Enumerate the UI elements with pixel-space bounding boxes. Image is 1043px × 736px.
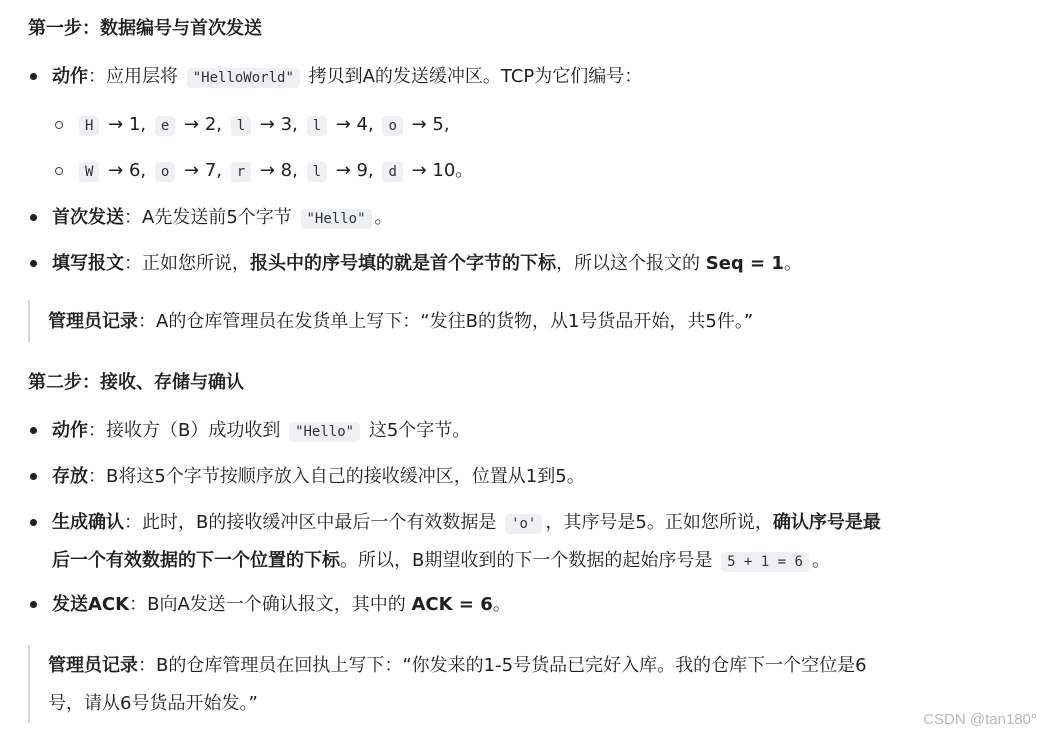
code-hello: "Hello" [301, 209, 372, 229]
seq-number: → 1, [102, 114, 152, 135]
byte-char: l [231, 116, 251, 136]
byte-char: e [155, 116, 175, 136]
step2-ack-gen-line1: 生成确认：此时，B的接收缓冲区中最后一个有效数据是 'o' ，其序号是5。正如您所说，确认序号是最 [52, 512, 881, 533]
code-helloworld: "HelloWorld" [187, 68, 300, 88]
seq-number: → 3, [254, 114, 304, 135]
seq-number: → 2, [178, 114, 228, 135]
step2-send-ack: 发送ACK：B向A发送一个确认报文，其中的 ACK = 6。 [52, 594, 511, 615]
byte-char: l [307, 116, 327, 136]
step1-heading: 第一步：数据编号与首次发送 [28, 18, 262, 39]
step1-quote: 管理员记录：A的仓库管理员在发货单上写下：“发往B的货物，从1号货品开始，共5件。” [48, 311, 754, 332]
bullet [30, 73, 37, 80]
bullet [30, 427, 37, 434]
byte-char: o [155, 162, 175, 182]
bullet [30, 519, 37, 526]
code-calc: 5 + 1 = 6 [721, 552, 809, 572]
seq-number: → 5, [405, 114, 450, 135]
seq-number: → 9, [330, 160, 380, 181]
bullet [30, 473, 37, 480]
code-hello: "Hello" [289, 422, 360, 442]
bullet [30, 601, 37, 608]
step2-store: 存放：B将这5个字节按顺序放入自己的接收缓冲区，位置从1到5。 [52, 466, 585, 487]
byte-char: l [307, 162, 327, 182]
bullet [30, 214, 37, 221]
watermark: CSDN @tan180° [923, 711, 1037, 728]
byte-char: H [79, 116, 99, 136]
byte-char: r [231, 162, 251, 182]
step2-ack-gen-line2: 后一个有效数据的下一个位置的下标。所以，B期望收到的下一个数据的起始序号是 5 + 1 = 6 。 [52, 550, 830, 571]
blockquote-1 [28, 300, 30, 342]
seq-number: → 8, [254, 160, 304, 181]
step1-fill: 填写报文：正如您所说，报头中的序号填的就是首个字节的下标，所以这个报文的 Seq = 1。 [52, 253, 802, 274]
seq-number: → 4, [330, 114, 380, 135]
step2-quote-line2: 号，请从6号货品开始发。” [48, 693, 258, 714]
code-o: 'o' [505, 514, 542, 534]
seq-number: → 10。 [405, 160, 474, 181]
byte-char: o [382, 116, 402, 136]
byte-char: W [79, 162, 99, 182]
seq-number: → 6, [102, 160, 152, 181]
seq-row-2 [76, 156, 473, 187]
step2-action: 动作：接收方（B）成功收到 "Hello" 这5个字节。 [52, 420, 471, 441]
byte-char: d [382, 162, 402, 182]
blockquote-2 [28, 645, 30, 723]
step1-action: 动作：应用层将 "HelloWorld" 拷贝到A的发送缓冲区。TCP为它们编号： [52, 66, 643, 87]
sub-bullet [55, 167, 63, 175]
seq-number: → 7, [178, 160, 228, 181]
sub-bullet [55, 121, 63, 129]
step1-first-send: 首次发送：A先发送前5个字节 "Hello" 。 [52, 207, 393, 228]
seq-row-1 [76, 110, 450, 141]
step2-quote-line1: 管理员记录：B的仓库管理员在回执上写下：“你发来的1-5号货品已完好入库。我的仓库下一个空位是6 [48, 655, 867, 676]
step2-heading: 第二步：接收、存储与确认 [28, 372, 244, 393]
bullet [30, 260, 37, 267]
